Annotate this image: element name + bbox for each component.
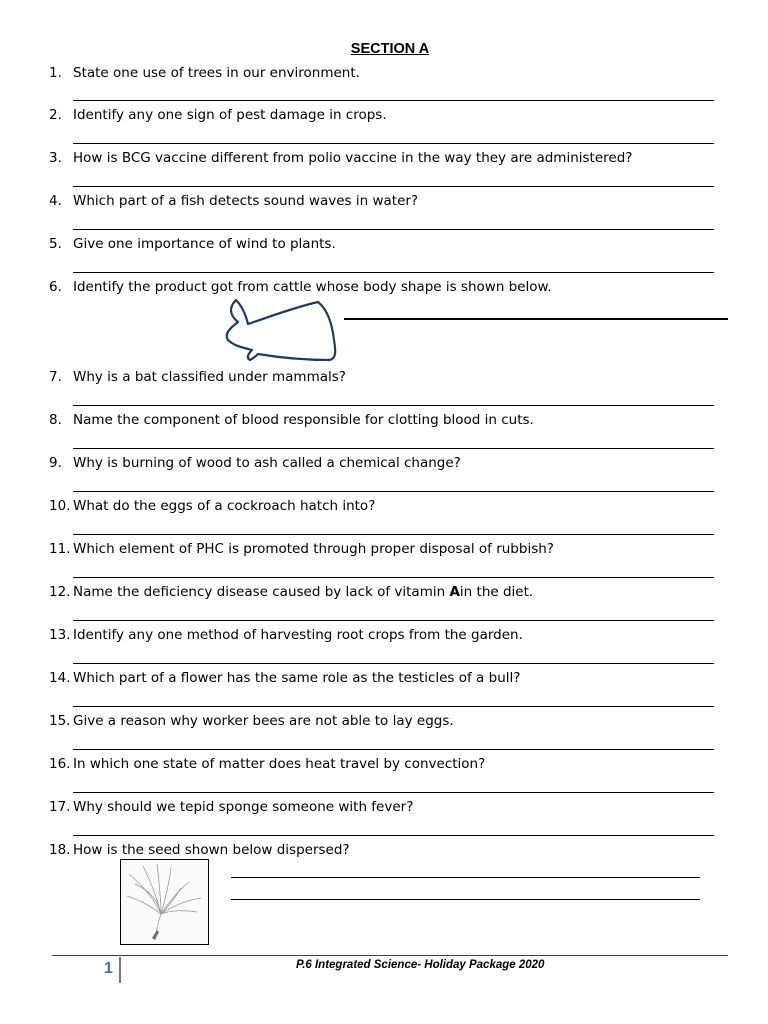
question-text: How is the seed shown below dispersed?	[73, 842, 350, 858]
answer-line-9[interactable]	[73, 491, 714, 492]
answer-line-4[interactable]	[73, 229, 714, 230]
answer-line-12[interactable]	[73, 620, 714, 621]
answer-line-15[interactable]	[73, 749, 714, 750]
answer-line-10[interactable]	[73, 534, 714, 535]
question-15	[49, 712, 454, 730]
question-9	[49, 454, 461, 472]
question-text: Why is burning of wood to ash called a chemical change?	[73, 455, 461, 471]
answer-line-14[interactable]	[73, 706, 714, 707]
question-text: State one use of trees in our environment.	[73, 65, 360, 81]
question-4	[49, 192, 418, 210]
question-number: 18.	[49, 842, 71, 858]
question-text: Identify any one sign of pest damage in crops.	[73, 107, 387, 123]
question-2	[49, 106, 387, 124]
answer-line-7[interactable]	[73, 405, 714, 406]
question-13	[49, 626, 523, 644]
answer-line-5[interactable]	[73, 272, 714, 273]
page-number-bar	[119, 957, 121, 983]
question-text: Name the component of blood responsible for clotting blood in cuts.	[73, 412, 534, 428]
question-text: Which element of PHC is promoted through proper disposal of rubbish?	[73, 541, 554, 557]
question-17	[49, 798, 413, 816]
section-title: SECTION A	[350, 41, 430, 57]
answer-line-11[interactable]	[73, 577, 714, 578]
question-text-end: in the diet.	[459, 584, 534, 600]
answer-line-18b[interactable]	[231, 899, 700, 900]
question-10	[49, 497, 375, 515]
question-number: 11.	[49, 541, 71, 557]
question-5	[49, 235, 336, 253]
question-number: 6.	[49, 279, 62, 295]
question-text: Identify the product got from cattle whose body shape is shown below.	[73, 279, 552, 295]
question-6	[49, 278, 552, 296]
question-number: 8.	[49, 412, 62, 428]
question-16	[49, 755, 485, 773]
vitamin-letter: A	[449, 584, 460, 600]
question-8	[49, 411, 534, 429]
question-number: 4.	[49, 193, 62, 209]
seed-with-hairs-illustration	[121, 860, 208, 944]
answer-line-6[interactable]	[344, 318, 728, 320]
question-text: Why should we tepid sponge someone with fever?	[73, 799, 414, 815]
question-number: 14.	[49, 670, 71, 686]
answer-line-2[interactable]	[73, 143, 714, 144]
question-number: 1.	[49, 65, 62, 81]
question-12	[49, 583, 533, 601]
answer-line-16[interactable]	[73, 792, 714, 793]
answer-line-17[interactable]	[73, 835, 714, 836]
question-text: Why is a bat classified under mammals?	[73, 369, 346, 385]
answer-line-1[interactable]	[73, 100, 714, 101]
question-text: Which part of a flower has the same role as the testicles of a bull?	[73, 670, 521, 686]
question-text: Give one importance of wind to plants.	[73, 236, 336, 252]
answer-line-3[interactable]	[73, 186, 714, 187]
question-number: 15.	[49, 713, 71, 729]
question-11	[49, 540, 554, 558]
question-number: 7.	[49, 369, 62, 385]
question-text: In which one state of matter does heat travel by convection?	[73, 756, 486, 772]
question-number: 16.	[49, 756, 71, 772]
question-text: What do the eggs of a cockroach hatch into?	[73, 498, 376, 514]
answer-line-8[interactable]	[73, 448, 714, 449]
wedge-body-shape-illustration	[222, 298, 340, 364]
question-number: 9.	[49, 455, 62, 471]
question-7	[49, 368, 346, 386]
question-1	[49, 64, 360, 82]
question-18	[49, 841, 350, 859]
answer-line-18a[interactable]	[231, 877, 700, 878]
question-number: 10.	[49, 498, 71, 514]
question-text: Which part of a fish detects sound waves in water?	[73, 193, 419, 209]
page-number: 1	[104, 960, 113, 977]
question-14	[49, 669, 520, 687]
question-text: How is BCG vaccine different from polio vaccine in the way they are administered?	[73, 150, 633, 166]
question-number: 17.	[49, 799, 71, 815]
question-3	[49, 149, 632, 167]
seed-photo	[120, 859, 209, 945]
question-number: 13.	[49, 627, 71, 643]
question-number: 5.	[49, 236, 62, 252]
question-number: 12.	[49, 584, 71, 600]
question-text: Give a reason why worker bees are not able to lay eggs.	[73, 713, 454, 729]
answer-line-13[interactable]	[73, 663, 714, 664]
question-text: Identify any one method of harvesting root crops from the garden.	[73, 627, 523, 643]
footer-divider	[52, 955, 728, 956]
question-number: 2.	[49, 107, 62, 123]
footer-title: P.6 Integrated Science- Holiday Package 2020	[296, 959, 545, 971]
question-text-start: Name the deficiency disease caused by lack of vitamin	[73, 584, 450, 600]
question-number: 3.	[49, 150, 62, 166]
